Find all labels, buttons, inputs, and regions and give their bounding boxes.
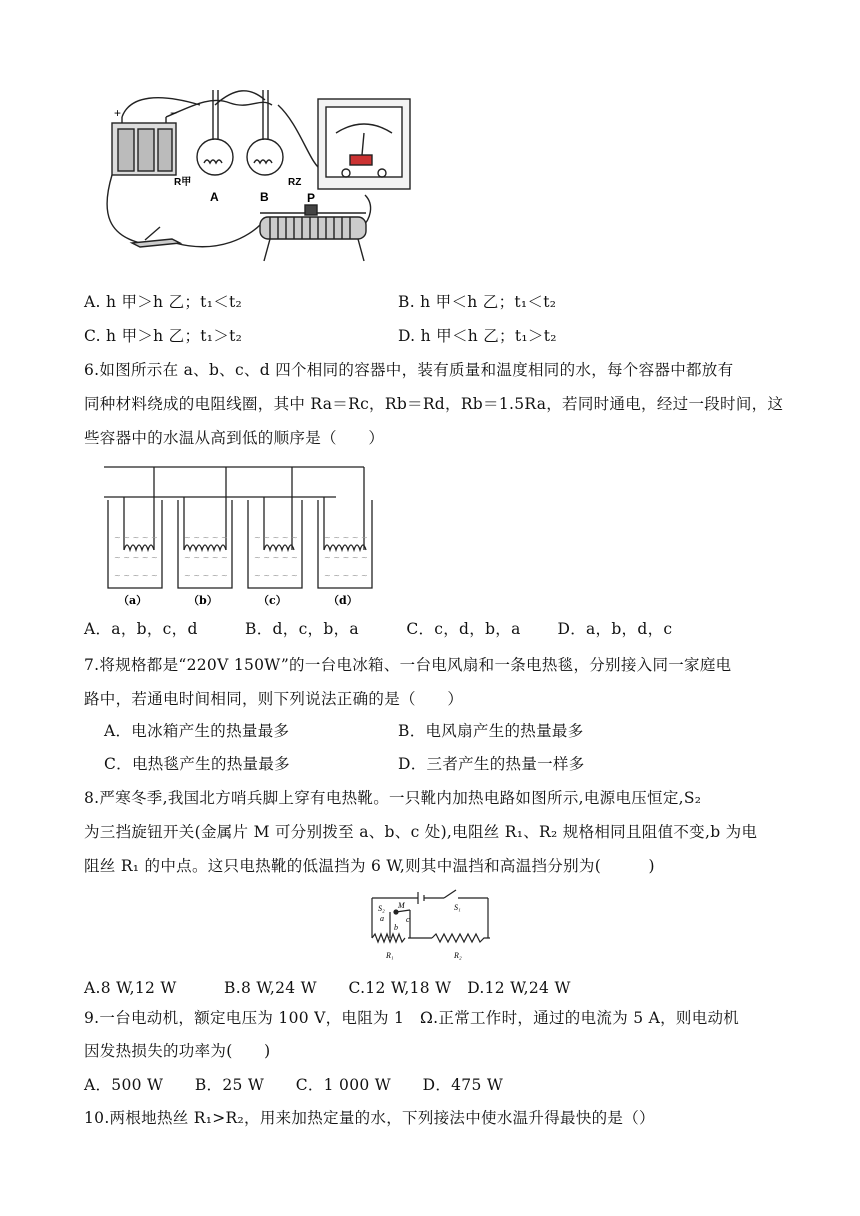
q5-option-a: A. h 甲＞h 乙；t₁＜t₂ (84, 293, 243, 311)
q7-stem-line-1: 7.将规格都是“220V 150W”的一台电冰箱、一台电风扇和一条电热毯，分别接入同一家庭电 (84, 656, 732, 674)
circuit-flask-figure (100, 85, 420, 280)
svg-text:~ ~ ~ ~ ~: ~ ~ ~ ~ ~ (254, 553, 298, 562)
svg-text:~ ~ ~ ~ ~: ~ ~ ~ ~ ~ (114, 571, 158, 580)
q8-stem-line-1: 8.严寒冬季,我国北方哨兵脚上穿有电热靴。一只靴内加热电路如图所示,电源电压恒定,S₂ (84, 789, 702, 807)
svg-text:~ ~ ~ ~ ~: ~ ~ ~ ~ ~ (184, 553, 228, 562)
svg-text:~ ~ ~ ~ ~: ~ ~ ~ ~ ~ (254, 571, 298, 580)
r-jia-label: R甲 (174, 177, 192, 188)
svg-text:~ ~ ~ ~ ~: ~ ~ ~ ~ ~ (114, 553, 158, 562)
slider-p-label: P (307, 191, 316, 205)
r2-label: R₂ (454, 951, 462, 960)
r-yi-label: RZ (288, 177, 302, 188)
q7-stem-line-2: 路中，若通电时间相同，则下列说法正确的是（ ） (84, 690, 464, 708)
svg-text:~ ~ ~ ~ ~: ~ ~ ~ ~ ~ (324, 533, 368, 542)
r1-label: R₁ (386, 951, 394, 960)
svg-text:~ ~ ~ ~ ~: ~ ~ ~ ~ ~ (184, 571, 228, 580)
four-containers-figure (96, 460, 386, 608)
q7-option-d: D．三者产生的热量一样多 (398, 755, 585, 773)
q7-option-b: B．电风扇产生的热量最多 (398, 722, 584, 740)
q6-options: A．a，b，c，d B．d，c，b，a C．c，d，b，a D．a，b，d，c (84, 620, 673, 638)
s1-label: S₁ (454, 903, 461, 912)
m-label: M (398, 901, 405, 910)
b-terminal-label: b (394, 923, 398, 932)
q6-stem-line-1: 6.如图所示在 a、b、c、d 四个相同的容器中，装有质量和温度相同的水，每个容器中都放有 (84, 361, 734, 379)
q10-stem-line-1: 10.两根地热丝 R₁>R₂，用来加热定量的水，下列接法中使水温升得最快的是（） (84, 1109, 655, 1127)
svg-text:~ ~ ~ ~ ~: ~ ~ ~ ~ ~ (324, 553, 368, 562)
flask-b-label: B (260, 190, 269, 204)
battery-plus-label: + (114, 106, 122, 120)
q5-option-d: D. h 甲＜h 乙；t₁＞t₂ (398, 327, 557, 345)
q5-option-b: B. h 甲＜h 乙；t₁＜t₂ (398, 293, 557, 311)
container-b-label: （b） (188, 594, 218, 607)
flask-a-label: A (210, 190, 219, 204)
container-d-label: （d） (328, 594, 358, 607)
q8-options: A.8 W,12 W B.8 W,24 W C.12 W,18 W D.12 W,24 W (84, 979, 571, 997)
svg-text:~ ~ ~ ~ ~: ~ ~ ~ ~ ~ (324, 571, 368, 580)
q6-stem-line-3: 些容器中的水温从高到低的顺序是（ ） (84, 429, 385, 447)
boot-heater-circuit-figure (362, 884, 494, 966)
battery-minus-label: − (170, 106, 178, 120)
q7-option-a: A．电冰箱产生的热量最多 (104, 722, 290, 740)
s2-label: S₂ (378, 904, 385, 913)
q9-stem-line-1: 9.一台电动机，额定电压为 100 V，电阻为 1 Ω.正常工作时，通过的电流为 5 A，则电动机 (84, 1009, 740, 1027)
q8-stem-line-2: 为三挡旋钮开关(金属片 M 可分别拨至 a、b、c 处),电阻丝 R₁、R₂ 规格相同且阻值不变,b 为电 (84, 823, 758, 841)
svg-text:~ ~ ~ ~ ~: ~ ~ ~ ~ ~ (254, 533, 298, 542)
q5-option-c: C. h 甲＞h 乙；t₁＞t₂ (84, 327, 243, 345)
container-c-label: （c） (258, 594, 287, 607)
q8-stem-line-3: 阻丝 R₁ 的中点。这只电热靴的低温挡为 6 W,则其中温挡和高温挡分别为( ) (84, 857, 655, 875)
q9-options: A．500 W B．25 W C．1 000 W D．475 W (84, 1076, 504, 1094)
c-terminal-label: c (406, 915, 410, 924)
svg-text:~ ~ ~ ~ ~: ~ ~ ~ ~ ~ (184, 533, 228, 542)
svg-text:~ ~ ~ ~ ~: ~ ~ ~ ~ ~ (114, 533, 158, 542)
container-a-label: （a） (118, 594, 148, 607)
a-terminal-label: a (380, 914, 384, 923)
q9-stem-line-2: 因发热损失的功率为( ) (84, 1042, 271, 1060)
q6-stem-line-2: 同种材料绕成的电阻线圈，其中 Ra＝Rc，Rb＝Rd，Rb＝1.5Ra，若同时通电，经过一段时间，这 (84, 395, 784, 413)
q7-option-c: C．电热毯产生的热量最多 (104, 755, 290, 773)
